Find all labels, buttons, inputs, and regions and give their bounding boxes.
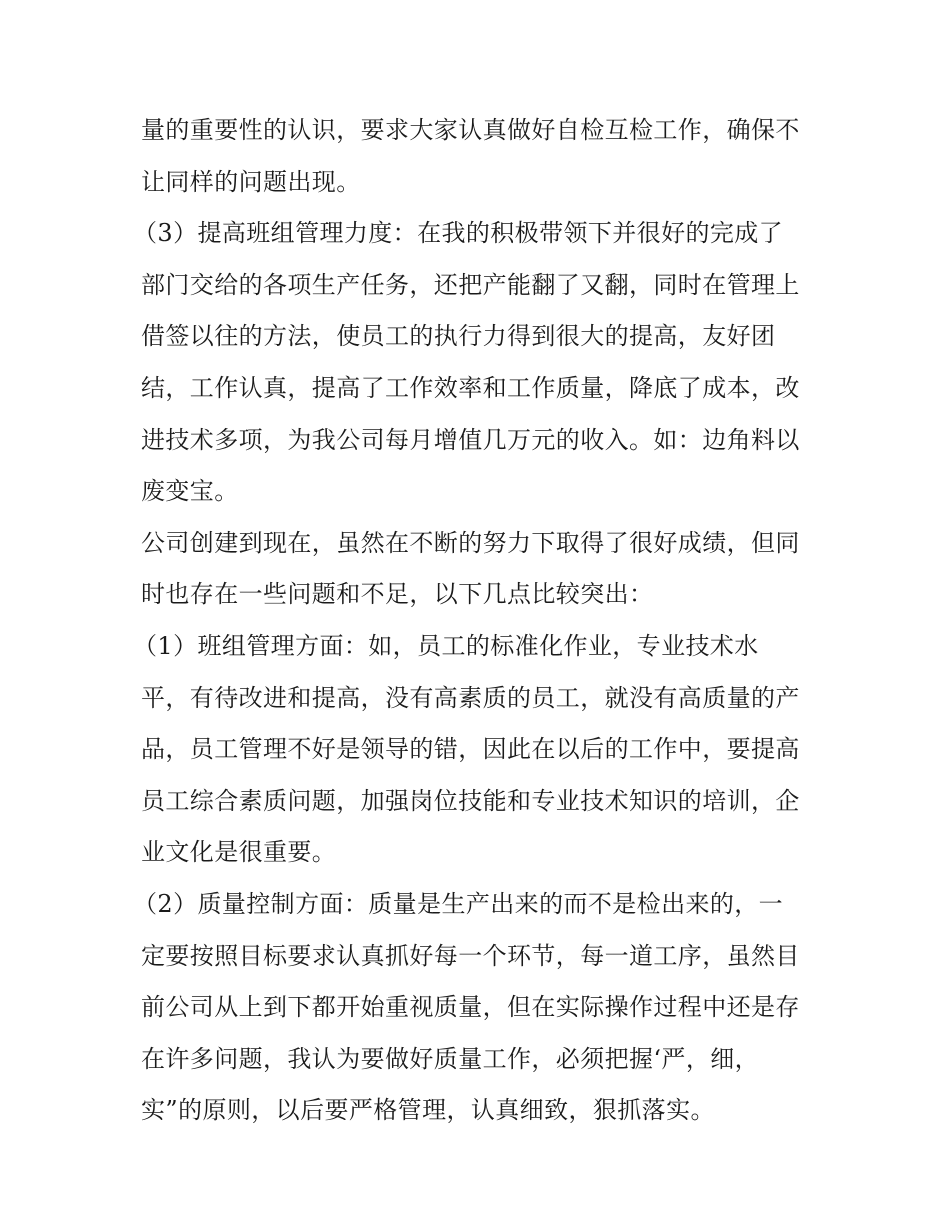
text-line: 公司创建到现在，虽然在不断的努力下取得了很好成绩，但同 bbox=[141, 528, 800, 557]
text-line: 业文化是很重要。 bbox=[141, 838, 337, 867]
body-text bbox=[133, 105, 821, 1137]
text-line: 品，员工管理不好是领导的错，因此在以后的工作中，要提高 bbox=[141, 735, 800, 764]
text-line: （1）班组管理方面：如，员工的标准化作业，专业技术水 bbox=[133, 631, 759, 660]
text-line: 定要按照目标要求认真抓好每一个环节，每一道工序，虽然目 bbox=[141, 941, 800, 970]
text-line: 让同样的问题出现。 bbox=[141, 167, 361, 196]
text-line: 时也存在一些问题和不足，以下几点比较突出： bbox=[141, 580, 654, 609]
text-line: （3）提高班组管理力度：在我的积极带领下并很好的完成了 bbox=[133, 219, 784, 248]
text-line: 在许多问题，我认为要做好质量工作，必须把握‘严，细， bbox=[141, 1044, 760, 1073]
text-line: 员工综合素质问题，加强岗位技能和专业技术知识的培训，企 bbox=[141, 786, 800, 815]
text-line: 部门交给的各项生产任务，还把产能翻了又翻，同时在管理上 bbox=[141, 270, 800, 299]
text-line: 借签以往的方法，使员工的执行力得到很大的提高，友好团 bbox=[141, 322, 776, 351]
text-line: 平，有待改进和提高，没有高素质的员工，就没有高质量的产 bbox=[141, 683, 800, 712]
text-line: 结，工作认真，提高了工作效率和工作质量，降底了成本，改 bbox=[141, 373, 800, 402]
text-line: 进技术多项，为我公司每月增值几万元的收入。如：边角料以 bbox=[141, 425, 800, 454]
text-line: 前公司从上到下都开始重视质量，但在实际操作过程中还是存 bbox=[141, 993, 800, 1022]
text-line: 实”的原则，以后要严格管理，认真细致，狠抓落实。 bbox=[141, 1096, 715, 1125]
text-line: 量的重要性的认识，要求大家认真做好自检互检工作，确保不 bbox=[141, 116, 800, 144]
text-line: （2）质量控制方面：质量是生产出来的而不是检出来的，一 bbox=[133, 889, 784, 918]
text-line: 废变宝。 bbox=[141, 477, 239, 506]
